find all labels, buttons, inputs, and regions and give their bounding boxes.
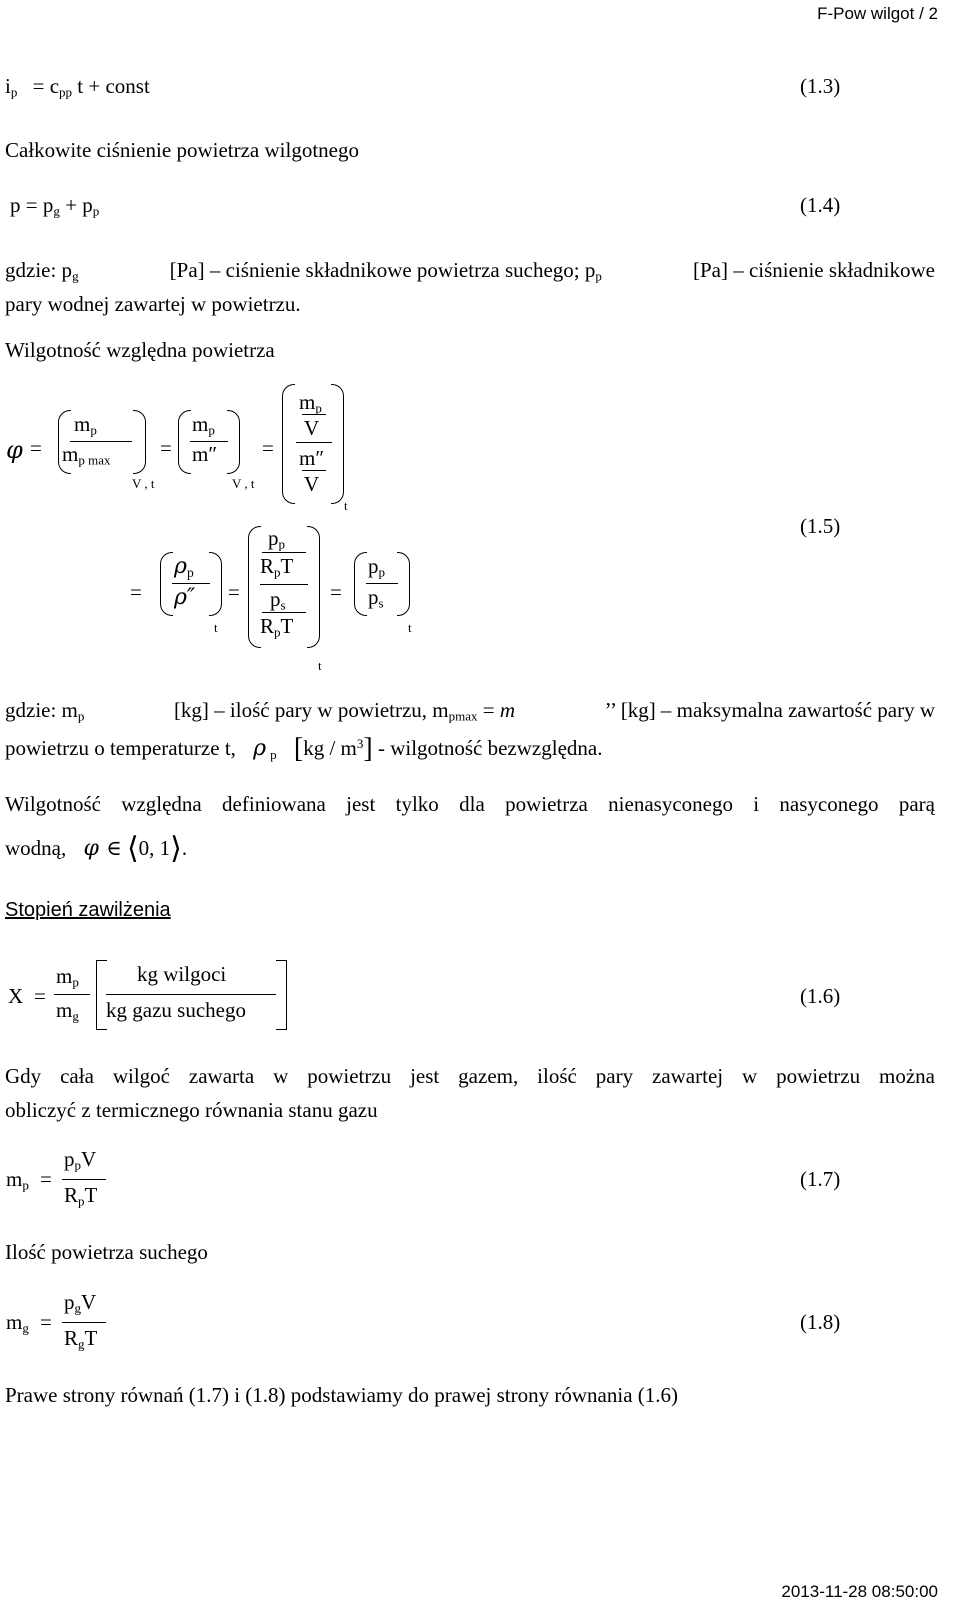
paragraph-ideal-gas: Gdy cała wilgoć zawarta w powietrzu jest gazem, ilość pary zawartej w powietrzu można obliczyć z termicznego równania stanu gazu [5,1064,935,1122]
equation-1-6: X = $m_p$ $m_g$ kg wilgoci kg gazu suchego (1.6) [0,958,960,1038]
heading-total-pressure: Całkowite ciśnienie powietrza wilgotnego [5,138,359,162]
equation-number-1-8: (1.8) [800,1310,841,1334]
equation-1-3: $i_p = c_{pp}$ t + const [5,74,150,100]
equation-number-1-3: (1.3) [800,74,841,98]
equation-1-8: $m_g$ = $p_gV$ $R_gT$ (1.8) [6,1290,841,1352]
page-label: F-Pow wilgot / 2 [817,4,938,23]
equation-1-5: φ = $m_p$ $m_{p max}$ V , t = $m_p$ m″ V , t = $m_p$ V m″ V t = $\rho_p$ ρ″ t = $p_p$ $R_pT$ $p_s$ $R_pT$ t = $p_p$ $p_s$ t (1.5) [0,380,960,680]
footer-timestamp: 2013-11-28 08:50:00 [781,1582,938,1601]
equation-number-1-5: (1.5) [800,514,841,538]
equation-number-1-4: (1.4) [800,193,841,217]
paragraph-definition-range: Wilgotność względna definiowana jest tylko dla powietrza nienasyconego i nasyconego parą wodną, φ ∈ ⟨0, 1⟩. [5,792,935,866]
heading-relative-humidity: Wilgotność względna powietrza [5,338,275,362]
equation-1-7: $m_p$ = $p_pV$ $R_pT$ (1.7) [6,1147,841,1209]
equation-number-1-6: (1.6) [800,984,841,1008]
heading-moisture-content: Stopień zawilżenia [5,899,171,921]
heading-dry-air: Ilość powietrza suchego [5,1240,208,1264]
paragraph-partial-pressures: gdzie: $p_g$ [Pa] – ciśnienie składnikowe powietrza suchego; $p_p$ [Pa] – ciśnienie składnikowe pary wodnej zawartej w powietrzu. [5,258,935,316]
equation-1-4: $p = p_g + p_p$ [10,193,100,219]
equation-number-1-7: (1.7) [800,1167,841,1191]
paragraph-vapor-mass: gdzie: $m_p$ [kg] – ilość pary w powietrzu, $m_{pmax} = m$ ’’ [kg] – maksymalna zawartość pary w powietrzu o temperaturze t, ρ $_p$ $[kg / m^3]$ - wilgotność bezwzględna. [5,698,935,764]
paragraph-substitution: Prawe strony równań (1.7) i (1.8) podstawiamy do prawej strony równania (1.6) [5,1383,679,1407]
